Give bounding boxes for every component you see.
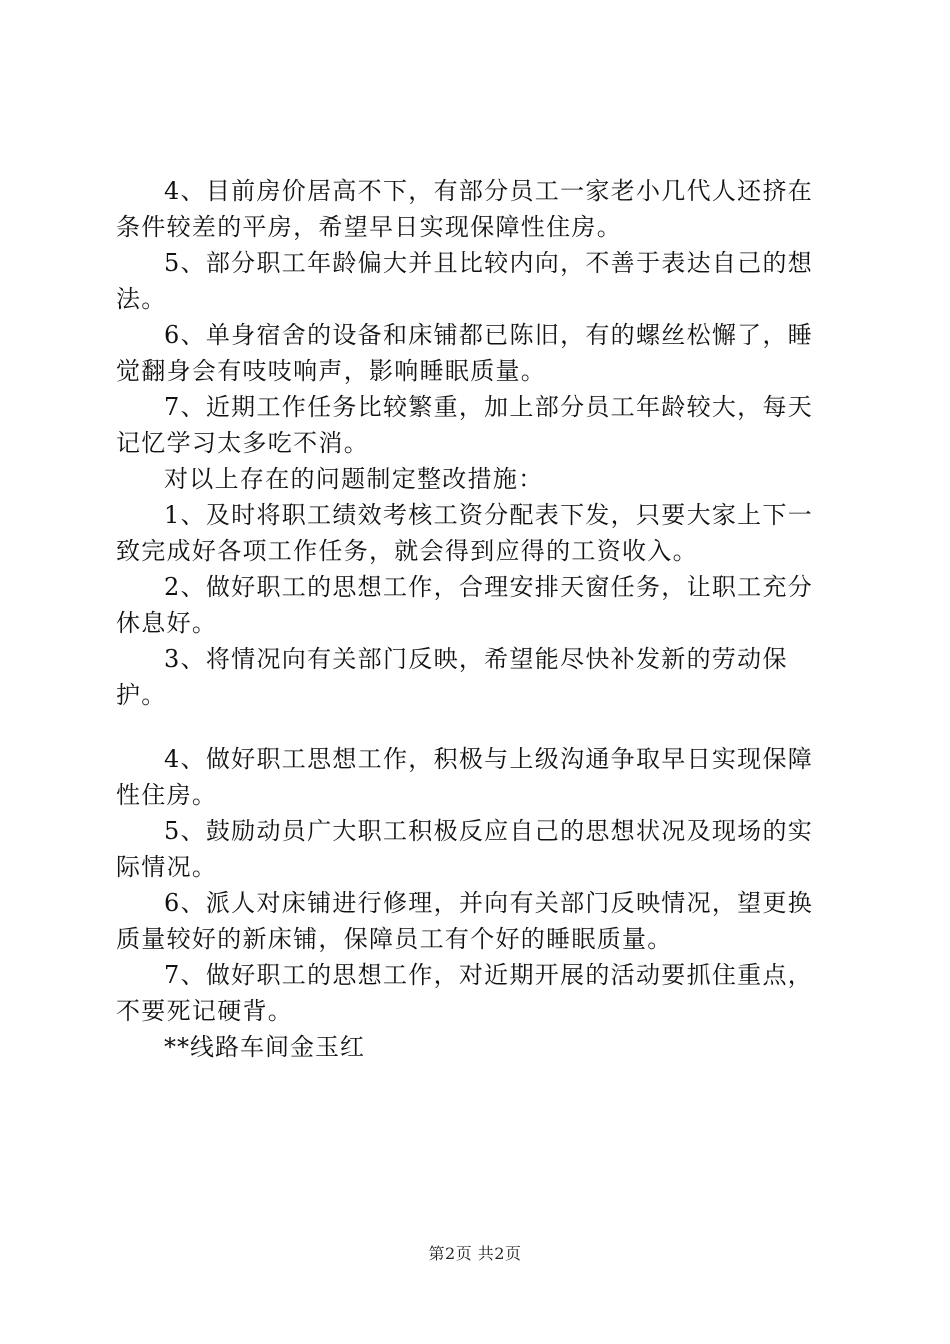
measure-item-4: 4、做好职工思想工作，积极与上级沟通争取早日实现保障性住房。 bbox=[116, 745, 814, 809]
document-body bbox=[116, 173, 836, 1065]
measure-item-1: 1、及时将职工绩效考核工资分配表下发，只要大家上下一致完成好各项工作任务，就会得到应得的工资收入。 bbox=[116, 501, 814, 565]
measure-item-7: 7、做好职工的思想工作，对近期开展的活动要抓住重点，不要死记硬背。 bbox=[116, 961, 814, 1025]
problem-item-7: 7、近期工作任务比较繁重，加上部分员工年龄较大，每天记忆学习太多吃不消。 bbox=[116, 393, 814, 457]
page-footer: 第2页 共2页 bbox=[428, 1244, 522, 1263]
measure-item-2: 2、做好职工的思想工作，合理安排天窗任务，让职工充分休息好。 bbox=[116, 573, 814, 637]
measure-item-5: 5、鼓励动员广大职工积极反应自己的思想状况及现场的实际情况。 bbox=[116, 817, 814, 881]
problem-item-4: 4、目前房价居高不下，有部分员工一家老小几代人还挤在条件较差的平房，希望早日实现保障性住房。 bbox=[116, 177, 814, 241]
signature: **线路车间金玉红 bbox=[164, 1033, 365, 1061]
measure-item-3: 3、将情况向有关部门反映，希望能尽快补发新的劳动保护。 bbox=[116, 645, 788, 709]
measure-item-6: 6、派人对床铺进行修理，并向有关部门反映情况，望更换质量较好的新床铺，保障员工有个好的睡眠质量。 bbox=[116, 889, 814, 953]
problem-item-6: 6、单身宿舍的设备和床铺都已陈旧，有的螺丝松懈了，睡觉翻身会有吱吱响声，影响睡眠质量。 bbox=[116, 321, 814, 385]
measures-heading: 对以上存在的问题制定整改措施： bbox=[164, 465, 544, 493]
problem-item-5: 5、部分职工年龄偏大并且比较内向，不善于表达自己的想法。 bbox=[116, 249, 814, 313]
